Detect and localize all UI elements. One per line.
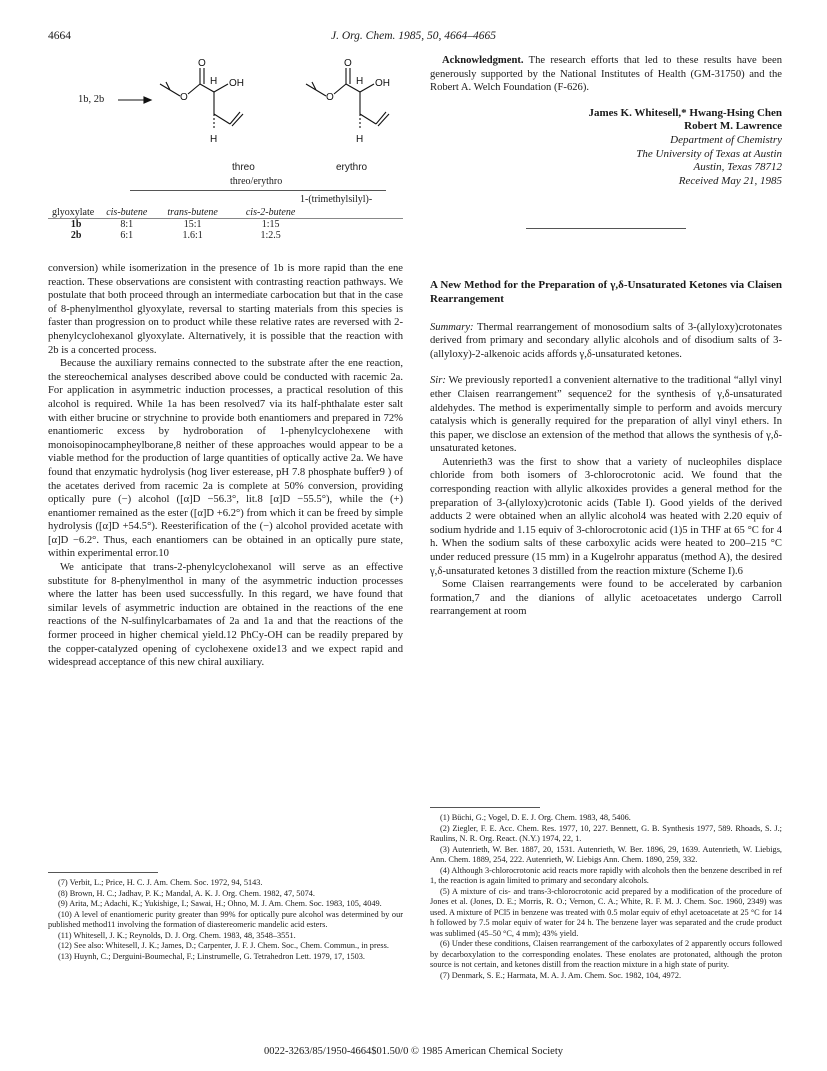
ratio-header: threo/erythro (230, 176, 283, 187)
affiliation-univ: The University of Texas at Austin (636, 147, 782, 160)
footnote: (2) Ziegler, F. E. Acc. Chem. Res. 1977, 10, 227. Bennett, G. B. Synthesis 1977, 589. Rhoads, S. J.; Raulins, N. R. Org. React. (N.Y.) 1974, 22, 1. (430, 823, 782, 843)
table-header-row (52, 207, 301, 219)
right-footnotes (430, 813, 782, 981)
summary (430, 321, 782, 362)
summary-text: Thermal rearrangement of monosodium salts of 3-(allyloxy)crotonates derived from primary and secondary allylic alcohols and of disodium salts of 3-(allyloxy)-2-alkenoic acids affords γ,δ-unsaturated ketones. (430, 321, 782, 360)
table-header-tms: 1-(trimethylsilyl)- (300, 194, 373, 205)
footnote: (7) Denmark, S. E.; Harmata, M. A. J. Am. Chem. Soc. 1982, 104, 4972. (440, 970, 682, 980)
table-header: glyoxylate (52, 207, 95, 218)
footnote: (12) See also: Whitesell, J. K.; James, D.; Carpenter, J. F. J. Chem. Soc., Chem. Commun., in press. (58, 941, 389, 950)
table-cell: 1.6:1 (182, 230, 203, 241)
table-cell: 6:1 (120, 230, 134, 241)
footnote: (10) A level of enantiomeric purity greater than 99% for optically pure alcohol was determined by our published method11 involving the formation of diastereomeric mandelic acid esters. (48, 909, 403, 929)
h-label-2: H (356, 76, 364, 87)
body-paragraph: Because the auxiliary remains connected to the substrate after the ene reaction, the stereochemical analyses described above could be conducted with racemic 2a. For application in asymmetric induction processes, a practical resolution of this alcohol is required. While 1a has been resolved7 via its half-phthalate ester salt with either brucine or strychnine to provide both enantiomers and prepared in 72% enantiomeric excess by hydroboration of 1-phenylcyclohexene with monoisopinocampheylborane,8 neither of these approaches would appear to be a viable method for the production of large quantities of optically active 2a. We have found that enzymatic hydrolysis (hog liver esterease, pH 7.8 phosphate buffer9 ) of the acetates derived from racemic 2a is complete at 50% conversion, providing optically pure (−) alcohol ([α]D −56.3°, lit.8 [α]D −55.5°), while the (+) enantiomer remained as the ester ([α]D +6.2°) from which it can be freed by simple hydrolysis ([α]D +54.5°). Reesterification of the (−) alcohol provided acetate with [α]D −6.2°. Thus, each enantiomers can be obtained in an optically pure state, within experimental error.10 (48, 358, 403, 560)
body-paragraph: We anticipate that trans-2-phenylcyclohexanol will serve as an effective substitute for 8-phenylmenthol in many of the asymmetric induction processes where the latter has been used successfully. In this regard, we have found that similar levels of asymmetric induction are obtained in the reactions of the ene reactions of the N-sulfinylcarbamates of 2a and 1a and that the reactions of the former proceed in higher chemical yield.12 PhCy-OH can be readily prepared by the copper-catalyzed opening of cyclohexene oxide13 and we expect rapid and widespread acceptance of this new chiral auxiliary. (48, 562, 403, 669)
arrow-head (144, 97, 151, 103)
table-cell: 1b (70, 218, 82, 230)
table-cell: 8:1 (120, 218, 134, 230)
oh-label-1: OH (229, 78, 244, 89)
article-title: A New Method for the Preparation of γ,δ-Unsaturated Ketones via Claisen Rearrangement (430, 279, 782, 305)
table-row (52, 219, 301, 231)
footnote: (7) Verbit, L.; Price, H. C. J. Am. Chem. Soc. 1972, 94, 5143. (58, 878, 263, 887)
h-label-1: H (210, 76, 218, 87)
summary-heading: Summary: (430, 321, 474, 333)
footnote: (4) Although 3-chlorocrotonic acid reacts more rapidly with alcohols then the benzene described in ref 1, the reaction is again limited to primary and secondary alcohols. (430, 865, 782, 885)
svg-text:O: O (180, 92, 188, 103)
footnote: (6) Under these conditions, Claisen rearrangement of the carboxylates of 2 apparently occurs followed by decarboxylation to the corresponding enolates. These enolates are protonated, although the proton source is not certain, and ketones distill from the reaction mixture in a high state of purity. (430, 939, 782, 969)
received-date: Received May 21, 1985 (678, 174, 782, 187)
table-header: trans-butene (167, 207, 218, 218)
h-label-bottom-1: H (210, 134, 218, 145)
ack-heading: Acknowledgment. (442, 55, 524, 66)
table-header: cis-butene (106, 207, 148, 218)
affiliation-city: Austin, Texas 78712 (693, 161, 782, 174)
left-footnotes (48, 878, 403, 962)
ratio-table (52, 207, 301, 242)
table-header: cis-2-butene (245, 207, 296, 218)
footnote: (3) Autenrieth, W. Ber. 1887, 20, 1531. Autenrieth, W. Ber. 1896, 29, 1639. Autenrieth, W. Liebigs, Ann. Chem. 1889, 254, 222. Autenrieth, W. Liebigs Ann. Chem. 1890, 259, 332. (430, 844, 782, 864)
svg-text:O: O (198, 58, 206, 69)
footnote: (11) Whitesell, J. K.; Reynolds, D. J. Org. Chem. 1983, 48, 3548–3551. (58, 930, 296, 940)
right-column (430, 54, 782, 619)
acknowledgment (430, 54, 782, 95)
svg-text:O: O (326, 92, 334, 103)
copyright-footer: 0022-3263/85/1950-4664$01.50/0 © 1985 American Chemical Society (263, 1046, 564, 1057)
table-row (52, 230, 301, 242)
ack-text: The research efforts that led to these results have been generously supported by the National Institutes of Health (GM-31750) and the Robert A. Welch Foundation (F-626). (430, 55, 782, 94)
body-paragraph: conversion) while isomerization in the presence of 1b is more rapid than the ene reaction. These observations are consistent with contrasting reaction pathways. We postulate that both proceed through an intermediate carbocation but that in the case of 8-phenylmenthol glyoxylate, reversal to starting materials from this species is faster than progression on to product while these relative rates are reversed with 2-phenylcyclohexanol glyoxylate. Alternatively, it is possible that the reaction with 2b is a concerted process. (48, 263, 403, 356)
svg-text:O: O (344, 58, 352, 69)
page-number: 4664 (48, 30, 71, 42)
body-paragraph (430, 374, 782, 456)
footnote: (1) Büchi, G.; Vogel, D. E. J. Org. Chem. 1983, 48, 5406. (440, 813, 631, 822)
table-cell: 15:1 (183, 218, 202, 230)
table-cell: 1:15 (261, 218, 280, 230)
affiliation-dept: Department of Chemistry (670, 133, 782, 146)
body-paragraph: Autenrieth3 was the first to show that a variety of nucleophiles displace chloride from both isomers of 3-chlorocrotonic acid. We found that the corresponding reaction with allylic alkoxides provides a general method for the preparation of 3-(allyloxy)crotonic acids (Table I). Good yields of the derived adducts 2 were obtained when an allylic alcohol4 was heated with 2.20 equiv of sodium hydride and 1.15 equiv of 3-chlorocrotonic acid (1)5 in THF at 65 °C for 4 h. When the sodium salts of these carboxylic acids were heated to 200–215 °C under reduced pressure (15 mm) in a Kugelrohr apparatus (method A), the desired γ,δ-unsaturated ketones 3 distilled from the reaction mixture (Scheme I).6 (430, 456, 782, 577)
journal-header: J. Org. Chem. 1985, 50, 4664–4665 (330, 30, 497, 42)
table-cell: 2b (70, 230, 82, 241)
sir-text: We previously reported1 a convenient alternative to the traditional “allyl vinyl ether Claisen rearrangement” sequence2 for the synthesis of γ,δ-unsaturated aldehydes. The method is experimentally simple to perform and avoids mercury catalysis which is generally required for the preparation of allyl vinyl ethers. In this paper, we disclose an extension of the method that allows the synthesis of γ,δ-unsaturated ketones. (430, 375, 782, 455)
footnote: (5) A mixture of cis- and trans-3-chlorocrotonic acid prepared by a modification of the procedure of Jones et al. (Jones, D. E.; Morris, R. O.; Vernon, C. A.; White, R. F. M. J. Chem. Soc. 1960, 2349) was used. A mixture of PCl5 in benzene was treated with 0.5 molar equiv of ethyl acetoacetate at 25 °C for 14 h followed by 7.5 molar equiv of water for 24 h. The benzene layer was separated and the crude product was sublimed (45–50 °C, 4 mm); 43% yield. (430, 886, 782, 938)
sir-heading: Sir: (430, 375, 446, 387)
table-cell: 1:2.5 (260, 230, 281, 241)
oh-label-2: OH (375, 78, 390, 89)
footnote: (9) Arita, M.; Adachi, K.; Yukishige, I.; Sawai, H.; Ohno, M. J. Am. Chem. Soc. 1983, 105, 4049. (58, 899, 382, 908)
body-paragraph: Some Claisen rearrangements were found to be accelerated by carbanion formation,7 and the dianions of allylic acetoacetates undergo Carroll rearrangement at room (430, 579, 782, 618)
footnote: (8) Brown, H. C.; Jadhav, P. K.; Mandal, A. K. J. Org. Chem. 1982, 47, 5074. (58, 888, 315, 898)
scheme-arrow-label: 1b, 2b (78, 94, 105, 105)
label-threo: threo (232, 162, 255, 173)
label-erythro: erythro (336, 162, 368, 173)
authors-line-1: James K. Whitesell,* Hwang-Hsing Chen (588, 106, 782, 119)
authors-line-2: Robert M. Lawrence (684, 120, 782, 133)
h-label-bottom-2: H (356, 134, 364, 145)
footnote: (13) Huynh, C.; Derguini-Boumechal, F.; Linstrumelle, G. Tetrahedron Lett. 1979, 17, 1503. (58, 951, 365, 961)
left-column (48, 262, 403, 670)
